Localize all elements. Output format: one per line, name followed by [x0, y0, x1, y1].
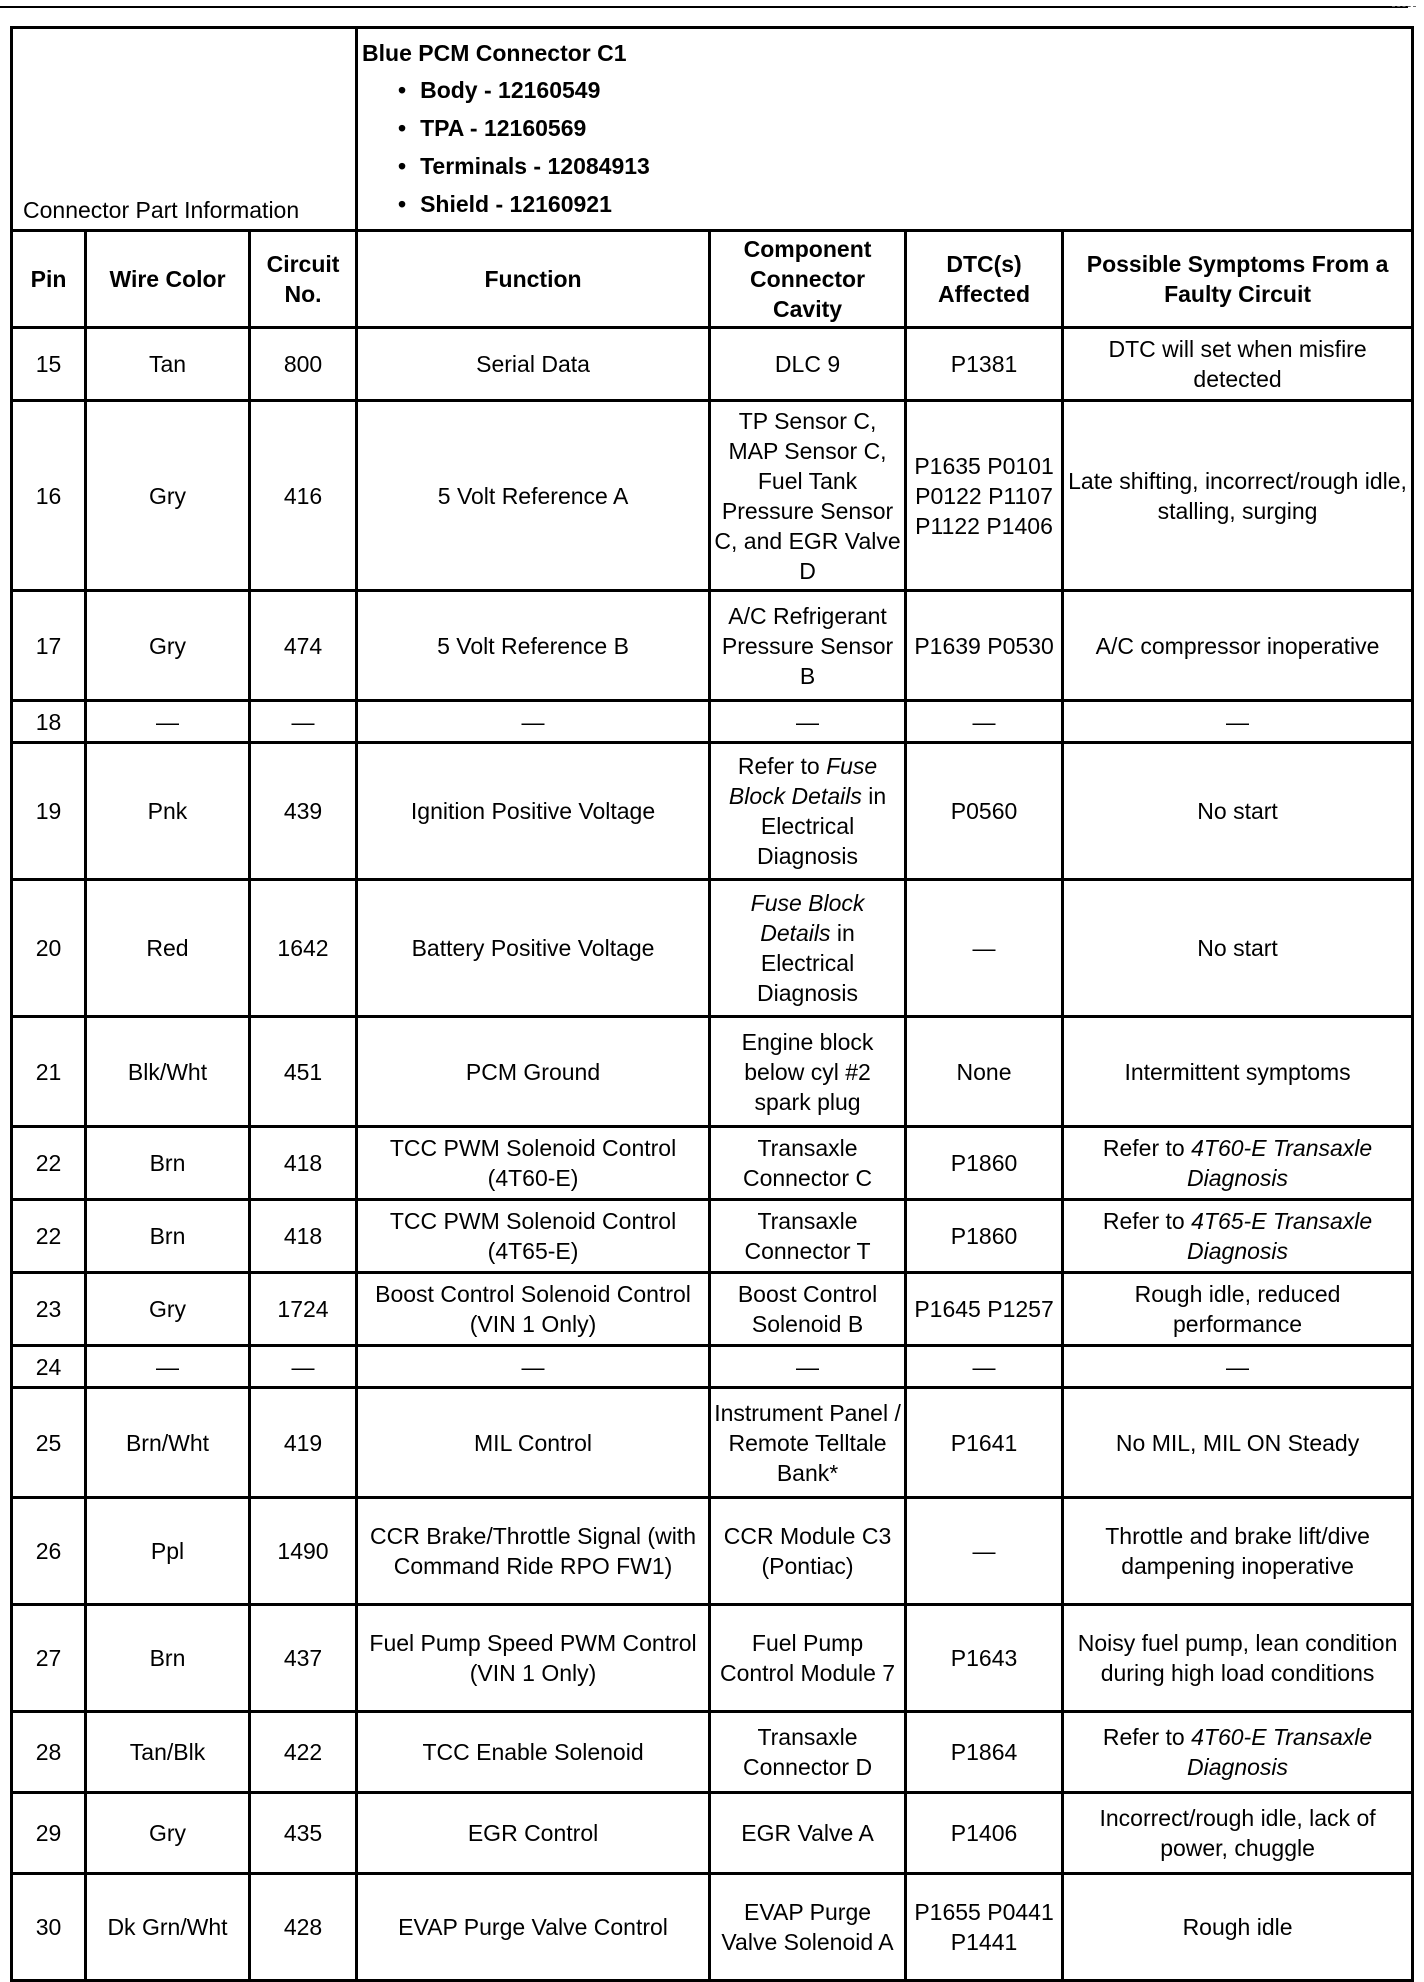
dtc-cell: P1860 [906, 1127, 1063, 1200]
pin-cell: 28 [12, 1712, 86, 1793]
wire-color-cell: Gry [86, 1273, 250, 1346]
cavity-cell-text: Refer to [737, 753, 827, 779]
cavity-cell: Fuel Pump Control Module 7 [710, 1605, 906, 1712]
col-cavity: Component Connector Cavity [710, 231, 906, 328]
part-shield: • Shield - 12160921 [362, 185, 1405, 223]
table-row [12, 1712, 1413, 1793]
function-cell: TCC PWM Solenoid Control (4T65-E) [357, 1200, 710, 1273]
pin-cell: 21 [12, 1017, 86, 1127]
function-cell: PCM Ground [357, 1017, 710, 1127]
top-rule [0, 6, 1408, 8]
dtc-cell: — [906, 1346, 1063, 1388]
symptom-cell: Rough idle [1063, 1874, 1413, 1981]
col-function: Function [357, 231, 710, 328]
wire-color-cell: Brn [86, 1127, 250, 1200]
cavity-cell: Boost Control Solenoid B [710, 1273, 906, 1346]
col-pin: Pin [12, 231, 86, 328]
circuit-cell: 428 [250, 1874, 357, 1981]
function-cell: — [357, 1346, 710, 1388]
dtc-cell: P1643 [906, 1605, 1063, 1712]
symptom-cell [1063, 1127, 1413, 1200]
symptom-cell-italic-ref: 4T60-E Transaxle Diagnosis [1187, 1724, 1373, 1780]
dtc-cell: P1639 P0530 [906, 591, 1063, 701]
wire-color-cell: Ppl [86, 1498, 250, 1605]
function-cell: Battery Positive Voltage [357, 880, 710, 1017]
pin-cell: 23 [12, 1273, 86, 1346]
wire-color-cell: Red [86, 880, 250, 1017]
function-cell: 5 Volt Reference A [357, 401, 710, 591]
function-cell: TCC PWM Solenoid Control (4T60-E) [357, 1127, 710, 1200]
circuit-cell: — [250, 1346, 357, 1388]
function-cell: Boost Control Solenoid Control (VIN 1 Only) [357, 1273, 710, 1346]
cavity-cell [710, 743, 906, 880]
connector-info [357, 28, 1413, 231]
table-row [12, 401, 1413, 591]
table-row [12, 1388, 1413, 1498]
table-row [12, 1127, 1413, 1200]
wire-color-cell: Tan [86, 328, 250, 401]
col-wire-color: Wire Color [86, 231, 250, 328]
symptom-cell-text: Refer to [1102, 1135, 1192, 1161]
cavity-cell: Instrument Panel / Remote Telltale Bank* [710, 1388, 906, 1498]
wire-color-cell: Brn [86, 1605, 250, 1712]
wire-color-cell: Gry [86, 401, 250, 591]
dtc-cell: None [906, 1017, 1063, 1127]
symptom-cell-italic-ref: 4T65-E Transaxle Diagnosis [1187, 1208, 1373, 1264]
symptom-cell-text: Refer to [1102, 1724, 1192, 1750]
pin-cell: 25 [12, 1388, 86, 1498]
circuit-cell: 1490 [250, 1498, 357, 1605]
circuit-cell: 439 [250, 743, 357, 880]
cavity-cell: TP Sensor C, MAP Sensor C, Fuel Tank Pressure Sensor C, and EGR Valve D [710, 401, 906, 591]
wire-color-cell: — [86, 701, 250, 743]
part-terminals: • Terminals - 12084913 [362, 147, 1405, 185]
cavity-cell: Engine block below cyl #2 spark plug [710, 1017, 906, 1127]
wire-color-cell: Brn [86, 1200, 250, 1273]
dtc-cell: — [906, 1498, 1063, 1605]
function-cell: Fuel Pump Speed PWM Control (VIN 1 Only) [357, 1605, 710, 1712]
symptom-cell: Throttle and brake lift/dive dampening inoperative [1063, 1498, 1413, 1605]
cavity-cell: Transaxle Connector T [710, 1200, 906, 1273]
symptom-cell: Late shifting, incorrect/rough idle, stalling, surging [1063, 401, 1413, 591]
circuit-cell: 1724 [250, 1273, 357, 1346]
symptom-cell: Noisy fuel pump, lean condition during high load conditions [1063, 1605, 1413, 1712]
pin-cell: 15 [12, 328, 86, 401]
table-row [12, 1017, 1413, 1127]
connector-info-row [12, 28, 1413, 231]
symptom-cell-text: Refer to [1102, 1208, 1192, 1234]
table-row [12, 880, 1413, 1017]
cavity-cell: A/C Refrigerant Pressure Sensor B [710, 591, 906, 701]
symptom-cell: No start [1063, 743, 1413, 880]
pin-cell: 29 [12, 1793, 86, 1874]
circuit-cell: 418 [250, 1200, 357, 1273]
circuit-cell: — [250, 701, 357, 743]
cavity-cell-text: in Electrical Diagnosis [757, 783, 887, 869]
cavity-cell: EVAP Purge Valve Solenoid A [710, 1874, 906, 1981]
symptom-cell [1063, 1200, 1413, 1273]
col-symptoms: Possible Symptoms From a Faulty Circuit [1063, 231, 1413, 328]
cavity-cell: Transaxle Connector C [710, 1127, 906, 1200]
table-row [12, 743, 1413, 880]
table-row [12, 1793, 1413, 1874]
pin-cell: 17 [12, 591, 86, 701]
table-row [12, 1605, 1413, 1712]
dtc-cell: P1655 P0441 P1441 [906, 1874, 1063, 1981]
dtc-cell: P0560 [906, 743, 1063, 880]
function-cell: EGR Control [357, 1793, 710, 1874]
connector-name: Blue PCM Connector C1 [362, 40, 627, 66]
wire-color-cell: Gry [86, 591, 250, 701]
function-cell: CCR Brake/Throttle Signal (with Command Ride RPO FW1) [357, 1498, 710, 1605]
cavity-cell-italic-ref: Fuse Block Details [728, 753, 878, 809]
dtc-cell: P1381 [906, 328, 1063, 401]
circuit-cell: 435 [250, 1793, 357, 1874]
wire-color-cell: Gry [86, 1793, 250, 1874]
circuit-cell: 451 [250, 1017, 357, 1127]
dtc-cell: P1864 [906, 1712, 1063, 1793]
table-row [12, 1874, 1413, 1981]
function-cell: Ignition Positive Voltage [357, 743, 710, 880]
symptom-cell [1063, 1712, 1413, 1793]
cavity-cell [710, 880, 906, 1017]
circuit-cell: 1642 [250, 880, 357, 1017]
top-dash [1392, 6, 1416, 7]
symptom-cell: — [1063, 701, 1413, 743]
table-row [12, 1346, 1413, 1388]
part-tpa: • TPA - 12160569 [362, 109, 1405, 147]
symptom-cell: No MIL, MIL ON Steady [1063, 1388, 1413, 1498]
wire-color-cell: Pnk [86, 743, 250, 880]
wire-color-cell: Dk Grn/Wht [86, 1874, 250, 1981]
circuit-cell: 416 [250, 401, 357, 591]
table-row [12, 1200, 1413, 1273]
function-cell: TCC Enable Solenoid [357, 1712, 710, 1793]
symptom-cell: Intermittent symptoms [1063, 1017, 1413, 1127]
pin-cell: 22 [12, 1200, 86, 1273]
dtc-cell: P1645 P1257 [906, 1273, 1063, 1346]
pin-cell: 22 [12, 1127, 86, 1200]
cavity-cell: EGR Valve A [710, 1793, 906, 1874]
dtc-cell: — [906, 701, 1063, 743]
wire-color-cell: Blk/Wht [86, 1017, 250, 1127]
circuit-cell: 474 [250, 591, 357, 701]
wire-color-cell: Tan/Blk [86, 1712, 250, 1793]
pin-cell: 27 [12, 1605, 86, 1712]
column-header-row [12, 231, 1413, 328]
pin-cell: 20 [12, 880, 86, 1017]
pin-cell: 30 [12, 1874, 86, 1981]
table-row [12, 1498, 1413, 1605]
symptom-cell: Incorrect/rough idle, lack of power, chuggle [1063, 1793, 1413, 1874]
col-dtc: DTC(s) Affected [906, 231, 1063, 328]
circuit-cell: 437 [250, 1605, 357, 1712]
table-row [12, 328, 1413, 401]
symptom-cell: DTC will set when misfire detected [1063, 328, 1413, 401]
circuit-cell: 422 [250, 1712, 357, 1793]
symptom-cell-italic-ref: 4T60-E Transaxle Diagnosis [1187, 1135, 1373, 1191]
connector-info-label: Connector Part Information [12, 28, 357, 231]
dtc-cell: — [906, 880, 1063, 1017]
dtc-cell: P1641 [906, 1388, 1063, 1498]
pin-cell: 19 [12, 743, 86, 880]
function-cell: 5 Volt Reference B [357, 591, 710, 701]
part-body: • Body - 12160549 [362, 71, 1405, 109]
pin-table [10, 26, 1414, 1982]
wire-color-cell: Brn/Wht [86, 1388, 250, 1498]
cavity-cell: — [710, 1346, 906, 1388]
symptom-cell: — [1063, 1346, 1413, 1388]
symptom-cell: Rough idle, reduced performance [1063, 1273, 1413, 1346]
cavity-cell: DLC 9 [710, 328, 906, 401]
dtc-cell: P1860 [906, 1200, 1063, 1273]
wire-color-cell: — [86, 1346, 250, 1388]
pin-cell: 18 [12, 701, 86, 743]
symptom-cell: No start [1063, 880, 1413, 1017]
table-row [12, 701, 1413, 743]
function-cell: — [357, 701, 710, 743]
table-row [12, 591, 1413, 701]
pin-rows [12, 328, 1413, 1981]
circuit-cell: 418 [250, 1127, 357, 1200]
circuit-cell: 800 [250, 328, 357, 401]
pin-cell: 26 [12, 1498, 86, 1605]
pin-cell: 16 [12, 401, 86, 591]
pin-cell: 24 [12, 1346, 86, 1388]
cavity-cell-italic-ref: Fuse Block Details [750, 890, 865, 946]
function-cell: Serial Data [357, 328, 710, 401]
cavity-cell: CCR Module C3 (Pontiac) [710, 1498, 906, 1605]
function-cell: MIL Control [357, 1388, 710, 1498]
cavity-cell-text: in Electrical Diagnosis [757, 920, 859, 1006]
symptom-cell: A/C compressor inoperative [1063, 591, 1413, 701]
cavity-cell: Transaxle Connector D [710, 1712, 906, 1793]
cavity-cell: — [710, 701, 906, 743]
table-row [12, 1273, 1413, 1346]
function-cell: EVAP Purge Valve Control [357, 1874, 710, 1981]
col-circuit: Circuit No. [250, 231, 357, 328]
circuit-cell: 419 [250, 1388, 357, 1498]
dtc-cell: P1406 [906, 1793, 1063, 1874]
dtc-cell: P1635 P0101 P0122 P1107 P1122 P1406 [906, 401, 1063, 591]
